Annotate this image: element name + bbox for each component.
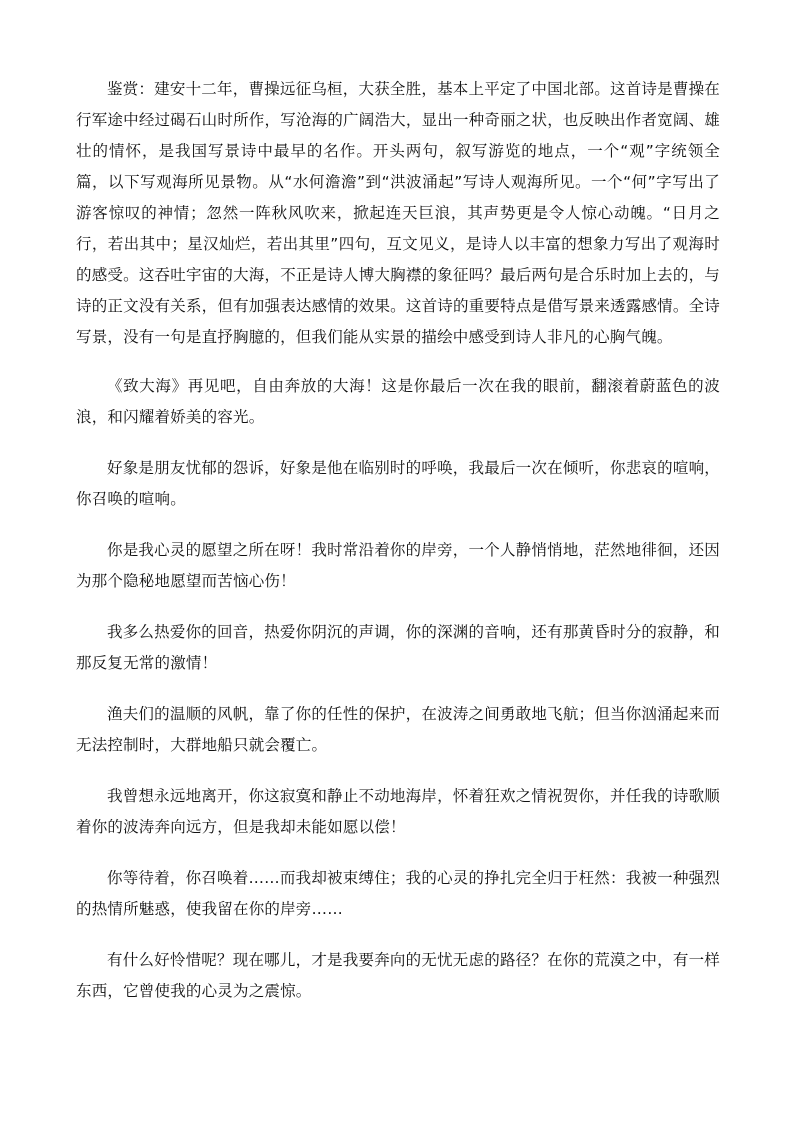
poem-paragraph-2: 好象是朋友忧郁的怨诉，好象是他在临别时的呼唤，我最后一次在倾听，你悲哀的喧响，你召唤的喧响。 (76, 459, 720, 508)
poem-paragraph-8: 有什么好怜惜呢？现在哪儿，才是我要奔向的无忧无虑的路径？在你的荒漠之中，有一样东西，它曾使我的心灵为之震惊。 (76, 951, 720, 1000)
appreciation-paragraph: 鉴赏：建安十二年，曹操远征乌桓，大获全胜，基本上平定了中国北部。这首诗是曹操在行军途中经过碣石山时所作，写沧海的广阔浩大，显出一种奇丽之状，也反映出作者宽阔、雄壮的情怀，是我国写景诗中最早的名作。开头两句，叙写游览的地点，一个“观”字统领全篇，以下写观海所见景物。从“水何澹澹”到“洪波涌起”写诗人观海所见。一个“何”字写出了游客惊叹的神情；忽然一阵秋风吹来，掀起连天巨浪，其声势更是令人惊心动魄。“日月之行，若出其中；星汉灿烂，若出其里”四句，互文见义，是诗人以丰富的想象力写出了观海时的感受。这吞吐宇宙的大海，不正是诗人博大胸襟的象征吗？最后两句是合乐时加上去的，与诗的正文没有关系，但有加强表达感情的效果。这首诗的重要特点是借写景来透露感情。全诗写景，没有一句是直抒胸臆的，但我们能从实景的描绘中感受到诗人非凡的心胸气魄。 (76, 80, 720, 346)
poem-paragraph-4: 我多么热爱你的回音，热爱你阴沉的声调，你的深渊的音响，还有那黄昏时分的寂静，和那反复无常的激情！ (76, 623, 720, 672)
poem-paragraph-3: 你是我心灵的愿望之所在呀！我时常沿着你的岸旁，一个人静悄悄地，茫然地徘徊，还因为那个隐秘地愿望而苦恼心伤！ (76, 541, 720, 590)
poem-paragraph-1: 《致大海》再见吧，自由奔放的大海！这是你最后一次在我的眼前，翻滚着蔚蓝色的波浪，和闪耀着娇美的容光。 (76, 377, 720, 426)
poem-paragraph-5: 渔夫们的温顺的风帆，靠了你的任性的保护，在波涛之间勇敢地飞航；但当你汹涌起来而无法控制时，大群地船只就会覆亡。 (76, 705, 720, 754)
poem-paragraph-7: 你等待着，你召唤着……而我却被束缚住；我的心灵的挣扎完全归于枉然：我被一种强烈的热情所魅惑，使我留在你的岸旁…… (76, 869, 720, 918)
document-body (76, 74, 720, 1027)
poem-paragraph-6: 我曾想永远地离开，你这寂寞和静止不动地海岸，怀着狂欢之情祝贺你，并任我的诗歌顺着你的波涛奔向远方，但是我却未能如愿以偿！ (76, 787, 720, 836)
